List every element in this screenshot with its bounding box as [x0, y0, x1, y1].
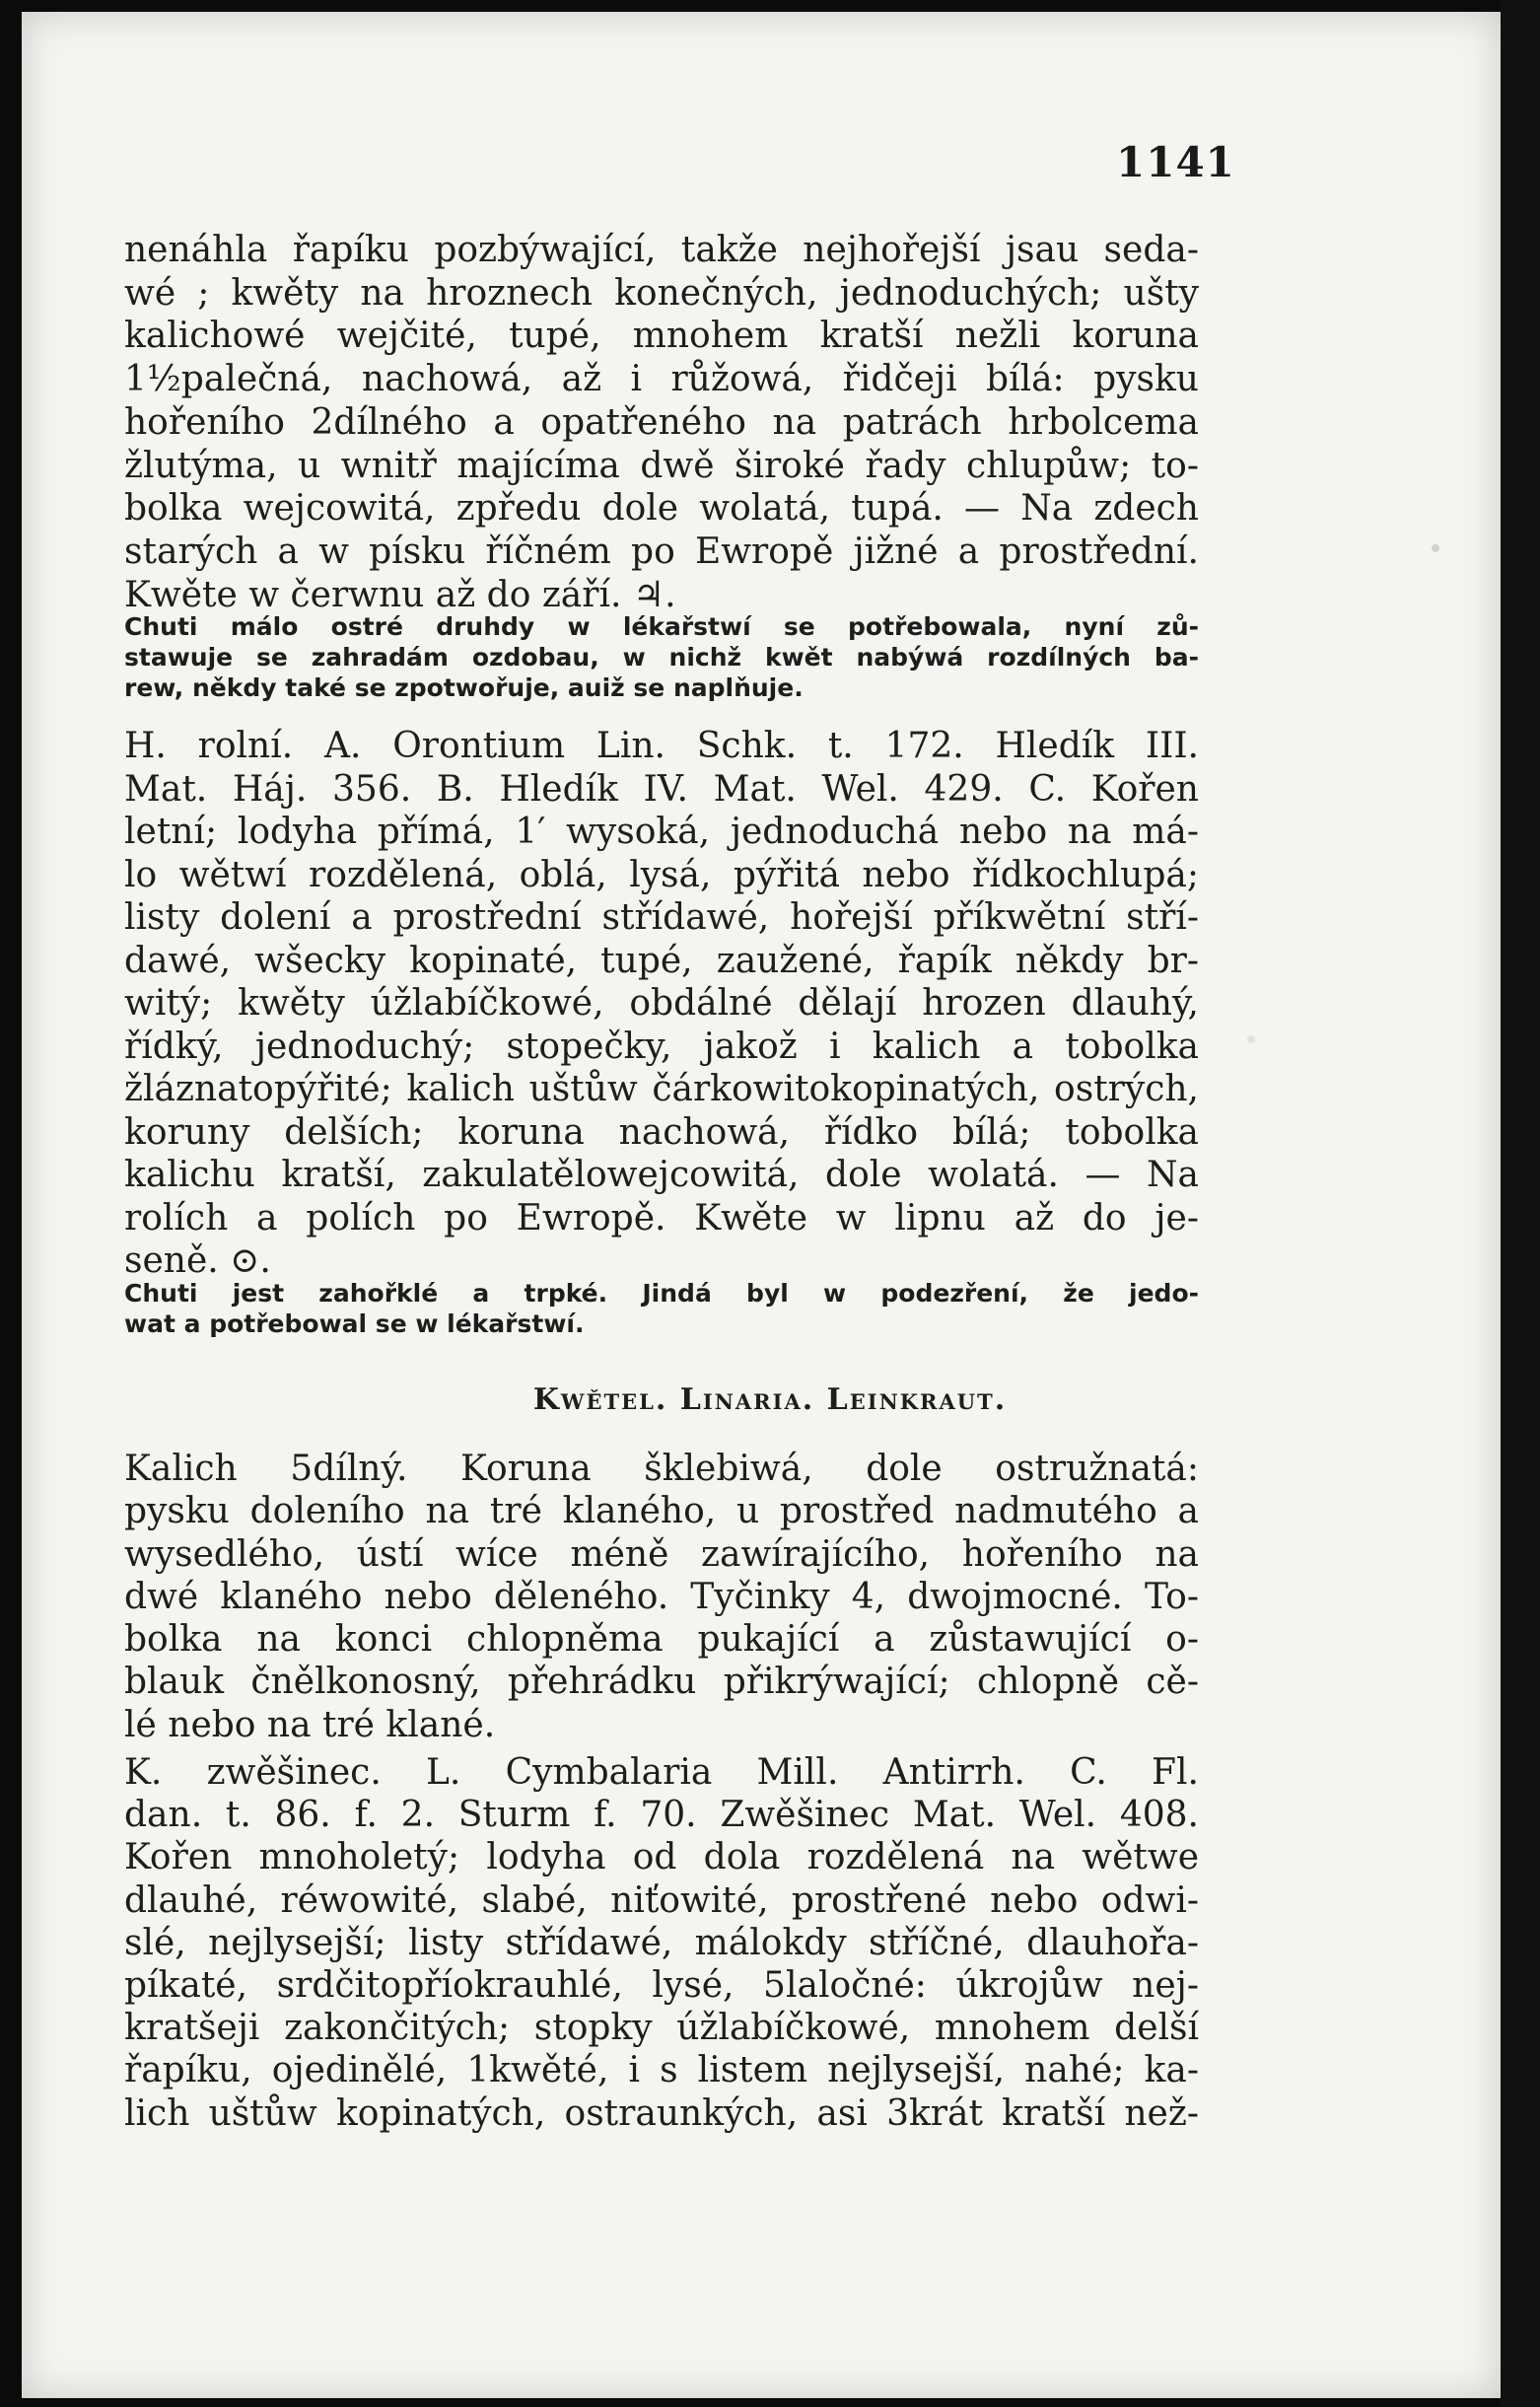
text-line: Kalich 5dílný. Koruna šklebiwá, dole ostružnatá: — [124, 1449, 1199, 1489]
text-line: K. zwěšinec. L. Cymbalaria Mill. Antirrh. C. Fl. — [124, 1752, 1199, 1793]
text-line: dan. t. 86. f. 2. Sturm f. 70. Zwěšinec Mat. Wel. 408. — [124, 1795, 1199, 1836]
text-line: dwé klaného nebo děleného. Tyčinky 4, dwojmocné. To- — [124, 1576, 1199, 1617]
text-line: wysedlého, ústí wíce méně zawírajícího, hořeního na — [124, 1533, 1199, 1575]
text-line: řapíku, ojedinělé, 1kwěté, i s listem nejlysejší, nahé; ka- — [124, 2050, 1199, 2091]
text-line: Kořen mnoholetý; lodyha od dola rozdělená na wětwe — [124, 1837, 1199, 1878]
text-line: slé, nejlysejší; listy střídawé, málokdy stříčné, dlauhořa- — [124, 1922, 1199, 1963]
paragraph-species-cymbalaria — [124, 1751, 1199, 2135]
note-line: Chuti jest zahořklé a trpké. Jindá byl w podezření, že jedo- — [124, 1279, 1199, 1308]
text-line: žlutýma, u wnitř majícíma dwě široké řady chlupůw; to- — [124, 445, 1199, 486]
text-line: letní; lodyha přímá, 1′ wysoká, jednoduchá nebo na má- — [124, 812, 1199, 852]
paragraph-description-continued — [124, 229, 1199, 616]
scan-speck — [1432, 544, 1439, 552]
note-line: Chuti málo ostré druhdy w lékařstwí se potřebowala, nyní zů- — [124, 612, 1199, 641]
text-line: lé nebo na tré klané. — [124, 1704, 496, 1745]
text-line: kalichu kratší, zakulatělowejcowitá, dole wolatá. — Na — [124, 1155, 1199, 1195]
note-line: rew, někdy také se zpotwořuje, auiž se naplňuje. — [124, 673, 804, 702]
text-line: starých a w písku říčném po Ewropě jižné a prostřední. — [124, 531, 1199, 572]
text-line: dlauhé, réwowité, slabé, niťowité, prostřené nebo odwi- — [124, 1879, 1199, 1921]
text-line: řídký, jednoduchý; stopečky, jakož i kalich a tobolka — [124, 1026, 1199, 1067]
text-line: dawé, wšecky kopinaté, tupé, zaužené, řapík někdy br- — [124, 940, 1199, 981]
text-line: bolka wejcowitá, zpředu dole wolatá, tupá. — Na zdech — [124, 488, 1199, 530]
text-line: píkaté, srdčitopříokrauhlé, lysé, 5laločné: úkrojůw nej- — [124, 1965, 1199, 2007]
text-line: 1½palečná, nachowá, až i růžowá, řidčeji bílá: pysku — [124, 359, 1199, 400]
text-line: rolích a polích po Ewropě. Kwěte w lipnu až do je- — [124, 1197, 1199, 1239]
text-line: bolka na konci chlopněma pukající a zůstawující o- — [124, 1619, 1199, 1661]
text-line: Mat. Háj. 356. B. Hledík IV. Mat. Wel. 429. C. Kořen — [124, 768, 1199, 810]
page-number: 1141 — [1116, 138, 1235, 186]
text-line: pysku doleního na tré klaného, u prostřed nadmutého a — [124, 1491, 1199, 1532]
text-line: listy dolení a prostřední střídawé, hořejší příkwětní stří- — [124, 897, 1199, 938]
text-line: nenáhla řapíku pozbýwající, takže nejhořejší jsau seda- — [124, 230, 1199, 270]
note-line: stawuje se zahradám ozdobau, w nichž kwět nabýwá rozdílných ba- — [124, 643, 1199, 672]
genus-heading: Kwětel. Linaria. Leinkraut. — [532, 1382, 1008, 1417]
text-line: kalichowé wejčité, tupé, mnohem kratší nežli koruna — [124, 316, 1199, 357]
text-line: koruny delších; koruna nachowá, řídko bílá; tobolka — [124, 1111, 1199, 1153]
text-line: H. rolní. A. Orontium Lin. Schk. t. 172. Hledík III. — [124, 726, 1199, 766]
note-line: wat a potřebowal se w lékařstwí. — [124, 1310, 585, 1338]
text-line: kratšeji zakončitých; stopky úžlabíčkowé, mnohem delší — [124, 2008, 1199, 2049]
text-line: Kwěte w čerwnu až do září. ♃. — [124, 574, 676, 615]
paragraph-species-orontium — [124, 725, 1199, 1283]
text-line: žláznatopýřité; kalich uštůw čárkowitokopinatých, ostrých, — [124, 1069, 1199, 1109]
paragraph-genus-description — [124, 1448, 1199, 1746]
footnote-usage — [124, 611, 1199, 703]
text-line: lich uštůw kopinatých, ostraunkých, asi 3krát kratší než- — [124, 2092, 1199, 2134]
scan-speck — [1247, 1035, 1255, 1043]
text-line: lo wětwí rozdělená, oblá, lysá, pýřitá nebo řídkochlupá; — [124, 854, 1199, 895]
footnote-taste — [124, 1278, 1199, 1339]
text-line: witý; kwěty úžlabíčkowé, obdálné dělají hrozen dlauhý, — [124, 983, 1199, 1024]
scan-edge — [1501, 0, 1540, 2407]
text-line: wé ; kwěty na hroznech konečných, jednoduchých; ušty — [124, 272, 1199, 314]
text-line: hořeního 2dílného a opatřeného na patrách hrbolcema — [124, 401, 1199, 443]
text-line: seně. ⊙. — [124, 1240, 271, 1281]
text-line: blauk čnělkonosný, přehrádku přikrýwající; chlopně cě- — [124, 1662, 1199, 1703]
